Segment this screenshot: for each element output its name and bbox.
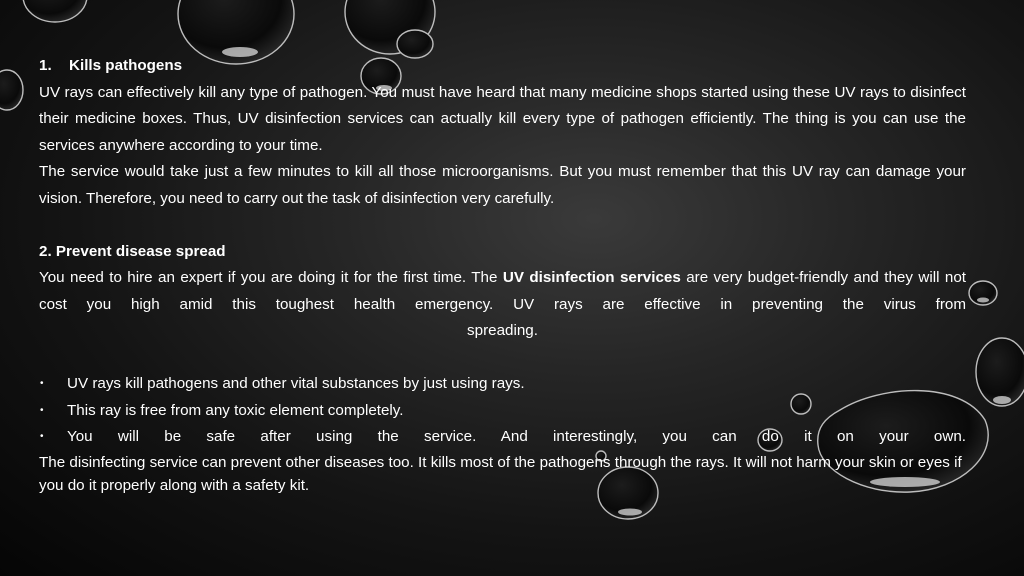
uv-disinfection-services-link[interactable]: UV disinfection services xyxy=(502,269,681,286)
bullet-list xyxy=(39,371,966,451)
water-drop-highlight xyxy=(977,298,989,303)
water-drop-highlight xyxy=(993,396,1011,404)
water-drop xyxy=(23,0,87,22)
section1-heading-text: Kills pathogens xyxy=(69,57,183,74)
section2-paragraph xyxy=(39,265,966,318)
section2-last-line: spreading. xyxy=(467,322,538,339)
water-drop xyxy=(0,70,23,110)
bullet-text: This ray is free from any toxic element completely. xyxy=(67,401,404,419)
water-drop xyxy=(976,338,1024,406)
water-drop-highlight xyxy=(618,509,642,516)
section1-heading xyxy=(39,53,966,80)
slide-content xyxy=(39,53,966,497)
bullet-text: You will be safe after using the service. And interestingly, you can do it on your own. xyxy=(67,428,966,445)
section2-text-before-link: You need to hire an expert if you are doing it for the first time. The xyxy=(39,269,503,286)
bullet-text: UV rays kill pathogens and other vital substances by just using rays. xyxy=(67,375,525,392)
section1-paragraph2: The service would take just a few minutes to kill all those microorganisms. But you must remember that this UV ray can damage your vision. Therefore, you need to carry out the task of disinfection very carefully. xyxy=(39,163,966,207)
bullet-marker: • xyxy=(40,378,44,389)
section1-number: 1. xyxy=(39,57,52,74)
closing-paragraph: The disinfecting service can prevent other diseases too. It kills most of the pathogens through the rays. It will not harm your skin or eyes if you do it properly along with a safety kit. xyxy=(39,453,962,494)
bullet-marker: • xyxy=(40,431,44,442)
spacer xyxy=(39,212,966,239)
section2-heading: 2. Prevent disease spread xyxy=(39,242,226,260)
bullet-item xyxy=(39,371,966,398)
bullet-item xyxy=(39,398,966,425)
section1-paragraph1: UV rays can effectively kill any type of pathogen. You must have heard that many medicine shops started using these UV rays to disinfect their medicine boxes. Thus, UV disinfection services can actually kill every type of pathogen efficiently. The thing is you can use the services anywhere according to your time. xyxy=(39,83,966,154)
bullet-item xyxy=(39,424,966,451)
spacer xyxy=(39,345,966,372)
bullet-marker: • xyxy=(40,404,44,416)
section2-text-after-link: are very budget-friendly and they will not cost you high amid this toughest health emergency. UV rays are effective in preventing the virus from xyxy=(39,269,966,313)
